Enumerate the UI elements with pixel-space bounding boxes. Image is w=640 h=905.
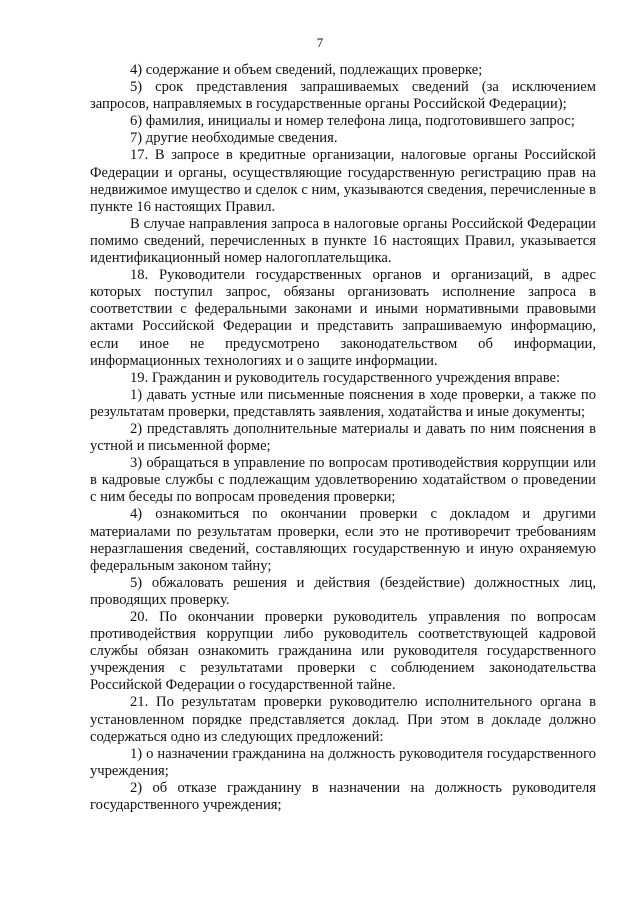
paragraph: 2) представлять дополнительные материалы и давать по ним пояснения в устной и письменной форме; xyxy=(90,420,596,455)
page-number: 7 xyxy=(316,35,324,50)
paragraph: 5) срок представления запрашиваемых сведений (за исключением запросов, направляемых в государственные органы Российской Федерации); xyxy=(90,79,596,113)
paragraph: 7) другие необходимые сведения. xyxy=(130,130,338,147)
paragraph: 18. Руководители государственных органов и организаций, в адрес которых поступил запрос, обязаны организовать исполнение запроса в соответствии с федеральными законами и иными нормативными правовыми актами Российской Федерации и представить запрашиваемую информацию, если иное не предусмотрено законодательством об информации, информационных технологиях и о защите информации. xyxy=(90,267,596,369)
paragraph: 20. По окончании проверки руководитель управления по вопросам противодействия коррупции либо руководитель соответствующей кадровой службы обязан ознакомить гражданина или руководителя государственного учреждения с результатами проверки с соблюдением законодательства Российской Федерации о государственной тайне. xyxy=(90,609,596,694)
document-body xyxy=(90,62,596,814)
paragraph: 6) фамилия, инициалы и номер телефона лица, подготовившего запрос; xyxy=(130,113,575,130)
paragraph: В случае направления запроса в налоговые органы Российской Федерации помимо сведений, перечисленных в пункте 16 настоящих Правил, указывается идентификационный номер налогоплательщика. xyxy=(90,215,596,267)
paragraph: 1) о назначении гражданина на должность руководителя государственного учреждения; xyxy=(90,745,596,779)
paragraph: 19. Гражданин и руководитель государственного учреждения вправе: xyxy=(130,369,561,386)
paragraph: 2) об отказе гражданину в назначении на должность руководителя государственного учреждения; xyxy=(90,779,596,814)
paragraph: 5) обжаловать решения и действия (бездействие) должностных лиц, проводящих проверку. xyxy=(90,574,596,608)
paragraph: 3) обращаться в управление по вопросам противодействия коррупции или в кадровые службы с подлежащим удовлетворению ходатайством о проведении с ним беседы по вопросам проведения проверки; xyxy=(90,455,596,506)
paragraph: 21. По результатам проверки руководителю исполнительного органа в установленном порядке представляется доклад. При этом в докладе должно содержаться одно из следующих предложений: xyxy=(90,694,596,745)
paragraph: 1) давать устные или письменные пояснения в ходе проверки, а также по результатам проверки, представлять заявления, ходатайства и иные документы; xyxy=(90,386,596,420)
paragraph: 4) ознакомиться по окончании проверки с докладом и другими материалами по результатам проверки, если это не противоречит требованиям неразглашения сведений, составляющих государственную и иную охраняемую федеральным законом тайну; xyxy=(90,506,596,574)
paragraph: 17. В запросе в кредитные организации, налоговые органы Российской Федерации и органы, осуществляющие государственную регистрацию прав на недвижимое имущество и сделок с ним, указываются сведения, перечисленные в пункте 16 настоящих Правил. xyxy=(90,147,596,215)
paragraph: 4) содержание и объем сведений, подлежащих проверке; xyxy=(130,62,483,78)
